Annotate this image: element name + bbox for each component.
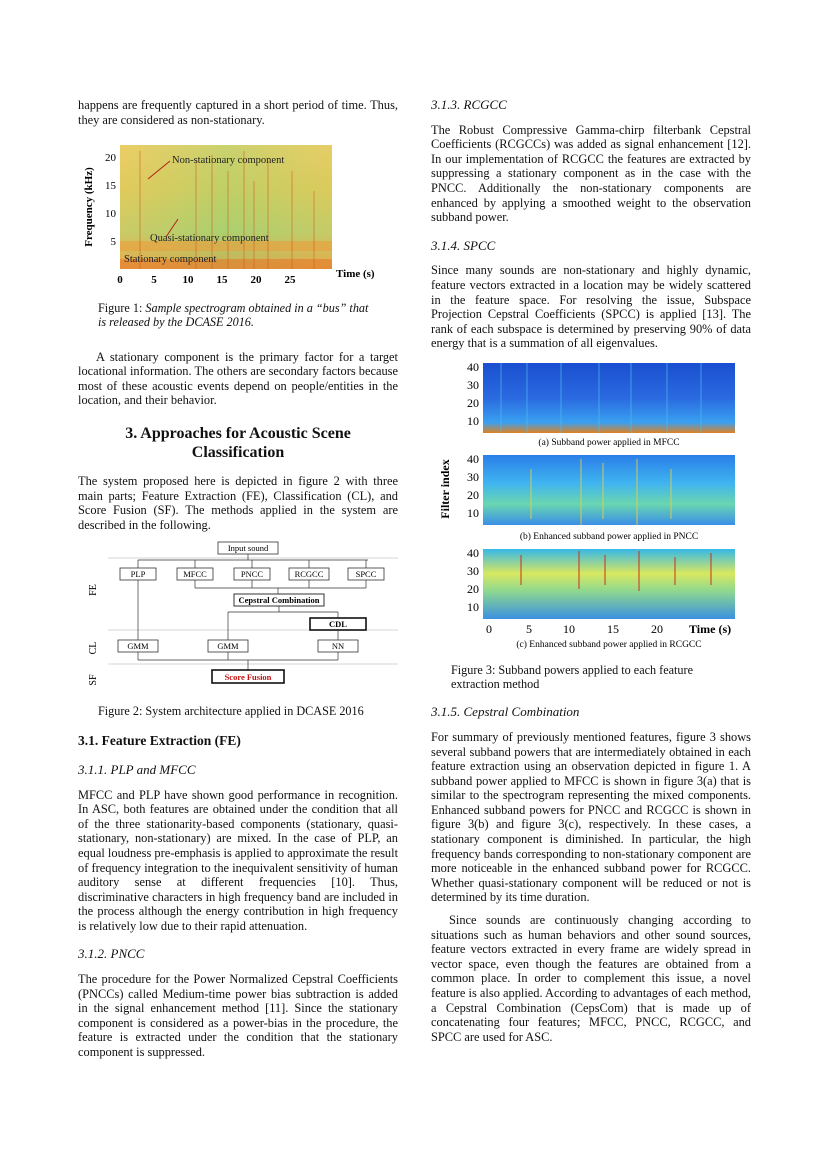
cepstral-combination-label: Cepstral Combination (238, 595, 320, 606)
gmm-label-2: GMM (217, 641, 239, 652)
panel-a (483, 363, 735, 433)
section-3-1-4-title: 3.1.4. SPCC (431, 237, 496, 253)
section-3-1-3-title: 3.1.3. RCGCC (431, 97, 507, 112)
section-3-1-1-title: 3.1.1. PLP and MFCC (78, 761, 196, 777)
figure-1 (78, 141, 398, 329)
fig3b-ytick: 20 (467, 487, 479, 502)
paragraph-spcc: Since many sounds are non-stationary and highly dynamic, feature vectors extracted in a location may be widely scattered in the feature space. For resolving the issue, Subspace Projection Cepstral Coefficients (SPCC) is applied [13]. The rank of each subspace is determined by preserving 90% of data energy that is a summation of all eigenvalues. (431, 263, 751, 351)
fig3-xlabel: Time (s) (689, 621, 732, 636)
panel-b (483, 455, 735, 525)
fig1-xtick: 15 (216, 274, 228, 287)
feature-label-plp: PLP (130, 569, 146, 580)
fig3c-ytick: 20 (467, 581, 479, 596)
figure-3-caption: Figure 3: Subband powers applied to each feature extraction method (451, 662, 693, 691)
gmm-label-1: GMM (127, 641, 149, 652)
fig3a-ytick: 20 (467, 395, 479, 410)
subcaption-b: (b) Enhanced subband power applied in PNCC (519, 531, 699, 542)
subband-power-figure (431, 359, 751, 651)
fig3-xtick: 5 (526, 621, 532, 636)
paragraph-stationary: A stationary component is the primary factor for a target locational information. The others are secondary factors because most of these acoustic events depend on people/entities in the location, and their behavior. (78, 349, 398, 408)
fig3b-ytick: 30 (467, 469, 479, 484)
fig3-ylabel: Filter index (438, 459, 452, 519)
figure-1-caption (98, 301, 378, 330)
fig1-xtick: 5 (151, 274, 157, 287)
subcaption-a: (a) Subband power applied in MFCC (538, 437, 680, 448)
paragraph-intro: happens are frequently captured in a short period of time. Thus, they are considered as non-stationary. (78, 98, 398, 127)
paragraph-cepstral: For summary of previously mentioned features, figure 3 shows several subband powers that are intermediately obtained in each feature extraction using an observation depicted in figure 1. A subband power applied to MFCC is shown in figure 3(a) that is similar to the spectrogram representing the mixed components. Enhanced subband powers for PNCC and RCGCC is shown in figure 3(b) and figure 3(c), respectively. In these cases, a stationary component is diminished. In particular, the high frequency bands corresponding to non-stationary component are more noticeable in the enhanced subband power for RCGCC. Whether quasi-stationary component will be reduced or not is determined by its time duration. (431, 729, 751, 905)
fig1-ylabel: Frequency (kHz) (83, 167, 95, 247)
row-label-fe: FE (88, 584, 99, 597)
figure-2-caption: Figure 2: System architecture applied in DCASE 2016 (98, 703, 364, 718)
subcaption-c: (c) Enhanced subband power applied in RCGCC (516, 639, 702, 650)
feature-label-rcgcc: RCGCC (294, 569, 324, 580)
fig3-xtick: 15 (607, 621, 619, 636)
fig1-xtick: 20 (250, 274, 262, 287)
nn-label: NN (331, 641, 345, 652)
fig3c-ytick: 40 (467, 545, 479, 560)
section-3-title: 3. Approaches for Acoustic Scene Classification (125, 424, 351, 461)
section-3-1-2-title: 3.1.2. PNCC (78, 946, 145, 962)
paragraph-system: The system proposed here is depicted in figure 2 with three main parts; Feature Extraction (FE), Classification (CL), and Score Fusion (SF). The methods applied in the system are described in the following. (78, 473, 398, 532)
fig3-xtick: 10 (563, 621, 575, 636)
left-column (78, 98, 398, 1068)
fig1-ytick: 10 (105, 208, 116, 221)
fig1-ytick: 15 (105, 180, 116, 193)
fig3c-ytick: 30 (467, 563, 479, 578)
fig1-ytick: 5 (110, 236, 116, 249)
system-architecture-diagram (78, 540, 398, 690)
feature-label-mfcc: MFCC (183, 569, 207, 580)
spectrogram-figure (78, 141, 398, 291)
fig3b-ytick: 40 (467, 451, 479, 466)
feature-label-pncc: PNCC (240, 569, 264, 580)
input-sound-label: Input sound (227, 543, 269, 554)
row-label-cl: CL (88, 641, 99, 655)
fig1-ytick: 20 (105, 152, 116, 165)
row-label-sf: SF (88, 674, 99, 686)
paragraph-mfcc: MFCC and PLP have shown good performance in recognition. In ASC, both features are obtained under the condition that all of the three stationarity-based components (stationary, quasi-stationary, non-stationary) are mixed. In the case of PLP, an equal loudness pre-emphasis is applied to approximate the result of frequency integration to the inequivalent sensitivity of human auditory sense at different frequencies [10]. Thus, discriminative characters in high frequency band are included in the process although the energy contribution in high frequency is relatively low due to their rapid attenuation. (78, 787, 399, 933)
fig1-xtick: 0 (117, 274, 123, 287)
score-fusion-label: Score Fusion (224, 672, 272, 683)
fig1-xtick: 10 (182, 274, 194, 287)
annotation-nonstationary: Non-stationary component (172, 155, 285, 167)
figure-3 (431, 359, 751, 691)
fig1-xlabel: Time (s) (336, 268, 375, 281)
annotation-stationary: Stationary component (124, 254, 217, 266)
fig3a-ytick: 30 (467, 377, 479, 392)
fig3b-ytick: 10 (467, 505, 479, 520)
section-3-1-5-title: 3.1.5. Cepstral Combination (431, 704, 580, 720)
caption-text: Sample spectrogram obtained in a “bus” that is released by the DCASE 2016. (98, 300, 369, 330)
fig3a-ytick: 10 (467, 413, 479, 428)
feature-label-spcc: SPCC (355, 569, 377, 580)
paragraph-pncc: The procedure for the Power Normalized Cepstral Coefficients (PNCCs) called Medium-time power bias subtraction is added in the signal enhancement method [11]. Since the stationary component is considered as a power-bias in the procedure, the feature is extracted under the condition that the stationary component is suppressed. (78, 972, 398, 1060)
cdl-label: CDL (329, 619, 347, 630)
fig3-xtick: 0 (486, 621, 492, 636)
annotation-quasi: Quasi-stationary component (150, 233, 269, 245)
fig3a-ytick: 40 (467, 359, 479, 374)
right-column (431, 98, 751, 1052)
paragraph-rcgcc: The Robust Compressive Gamma-chirp filterbank Cepstral Coefficients (RCGCCs) was added as signal enhancement [12]. In our implementation of RCGCC the features are extracted by suppressing a stationary component as in the case with the PNCC. Additionally the non-stationary components are enhanced by applying a smoothed weight to the observation subband power. (431, 122, 751, 225)
caption-prefix: Figure 1: (98, 300, 146, 315)
fig1-xtick: 25 (284, 274, 296, 287)
figure-2 (78, 540, 398, 718)
fig3-xtick: 20 (651, 621, 663, 636)
fig3c-ytick: 10 (467, 599, 479, 614)
section-3-1-title: 3.1. Feature Extraction (FE) (78, 733, 241, 749)
paragraph-since: Since sounds are continuously changing according to situations such as human behaviors and other sound sources, feature vectors extracted in every frame are widely spread in vector space, even though the features are obtained from a common place. In order to complement this issue, a novel feature is also applied. According to advantages of each method, a Cepstral Combination (CepsCom) that is made up of concatenating four features; MFCC, PNCC, RCGCC, and SPCC are used for ASC. (431, 913, 751, 1044)
